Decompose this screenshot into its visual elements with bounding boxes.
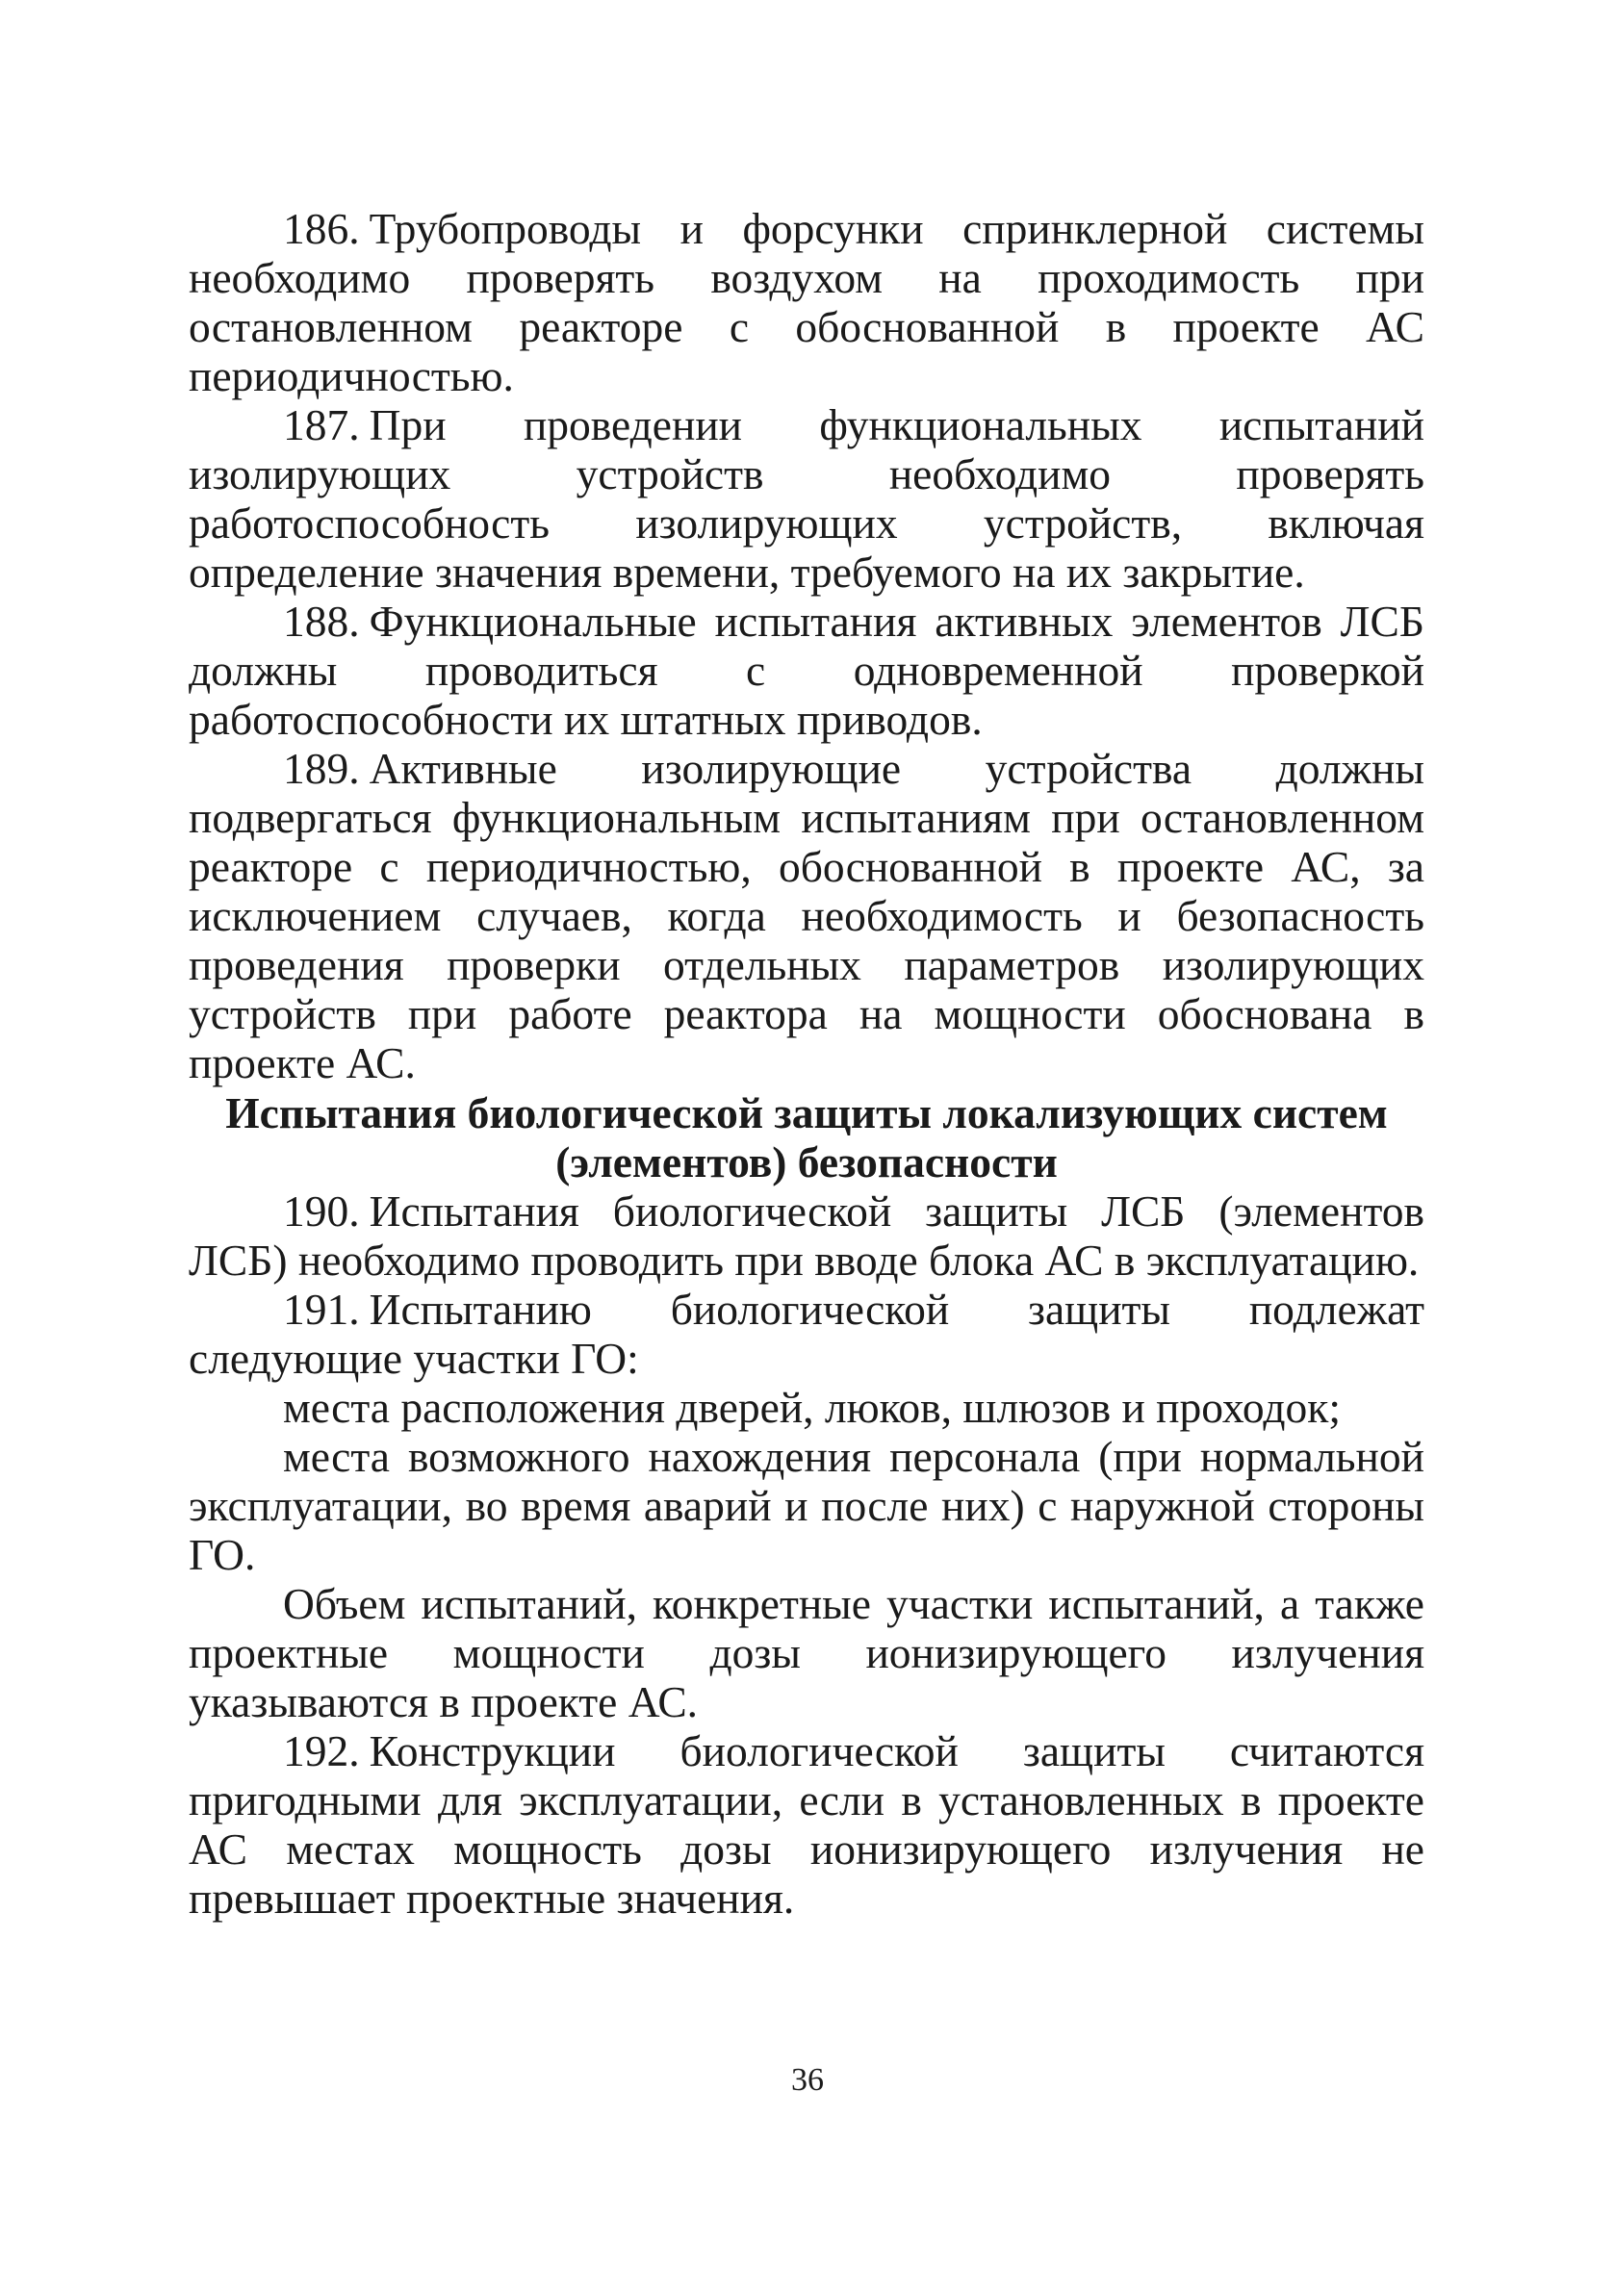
page-number: 36 <box>791 2062 824 2098</box>
paragraph-number: 191. <box>283 1285 360 1334</box>
list-item-personnel <box>189 1432 1424 1579</box>
paragraph-text: Объем испытаний, конкретные участки испытаний, а также проектные мощности дозы ионизирующего излучения указываются в проекте АС. <box>189 1579 1424 1726</box>
paragraph-number: 192. <box>283 1726 360 1775</box>
paragraph-189 <box>189 744 1424 1087</box>
paragraph-number: 190. <box>283 1186 360 1236</box>
paragraph-number: 189. <box>283 744 360 793</box>
section-heading-line-1: Испытания биологической защиты локализующих систем <box>225 1088 1388 1137</box>
paragraph-text: места возможного нахождения персонала (при нормальной эксплуатации, во время аварий и после них) с наружной стороны ГО. <box>189 1432 1424 1579</box>
paragraph-text: Функциональные испытания активных элементов ЛСБ должны проводиться с одновременной проверкой работоспособности их штатных приводов. <box>189 597 1424 744</box>
paragraph-text: Активные изолирующие устройства должны подвергаться функциональным испытаниям при остановленном реакторе с периодичностью, обоснованной в проекте АС, за исключением случаев, когда необходимость и безопасность проведения проверки отдельных параметров изолирующих устройств при работе реактора на мощности обоснована в проекте АС. <box>189 744 1424 1087</box>
body-text <box>189 204 1424 1923</box>
paragraph-scope <box>189 1579 1424 1726</box>
paragraph-text: места расположения дверей, люков, шлюзов и проходок; <box>283 1383 1341 1432</box>
section-heading <box>189 1088 1424 1186</box>
section-heading-line-2: (элементов) безопасности <box>555 1137 1058 1186</box>
paragraph-number: 187. <box>283 400 360 449</box>
paragraph-text: Испытанию биологической защиты подлежат следующие участки ГО: <box>189 1285 1424 1383</box>
paragraph-192 <box>189 1726 1424 1923</box>
paragraph-text: Испытания биологической защиты ЛСБ (элементов ЛСБ) необходимо проводить при вводе блока АС в эксплуатацию. <box>189 1186 1424 1285</box>
paragraph-number: 188. <box>283 597 360 646</box>
paragraph-number: 186. <box>283 204 360 253</box>
list-item-doors <box>189 1383 1424 1432</box>
paragraph-text: При проведении функциональных испытаний изолирующих устройств необходимо проверять работоспособность изолирующих устройств, включая определение значения времени, требуемого на их закрытие. <box>189 400 1424 597</box>
paragraph-187 <box>189 400 1424 597</box>
paragraph-190 <box>189 1186 1424 1285</box>
paragraph-186 <box>189 204 1424 400</box>
paragraph-text: Конструкции биологической защиты считаются пригодными для эксплуатации, если в установленных в проекте АС местах мощность дозы ионизирующего излучения не превышает проектные значения. <box>189 1726 1424 1923</box>
paragraph-text: Трубопроводы и форсунки спринклерной системы необходимо проверять воздухом на проходимость при остановленном реакторе с обоснованной в проекте АС периодичностью. <box>189 204 1424 400</box>
paragraph-191 <box>189 1285 1424 1383</box>
paragraph-188 <box>189 597 1424 744</box>
